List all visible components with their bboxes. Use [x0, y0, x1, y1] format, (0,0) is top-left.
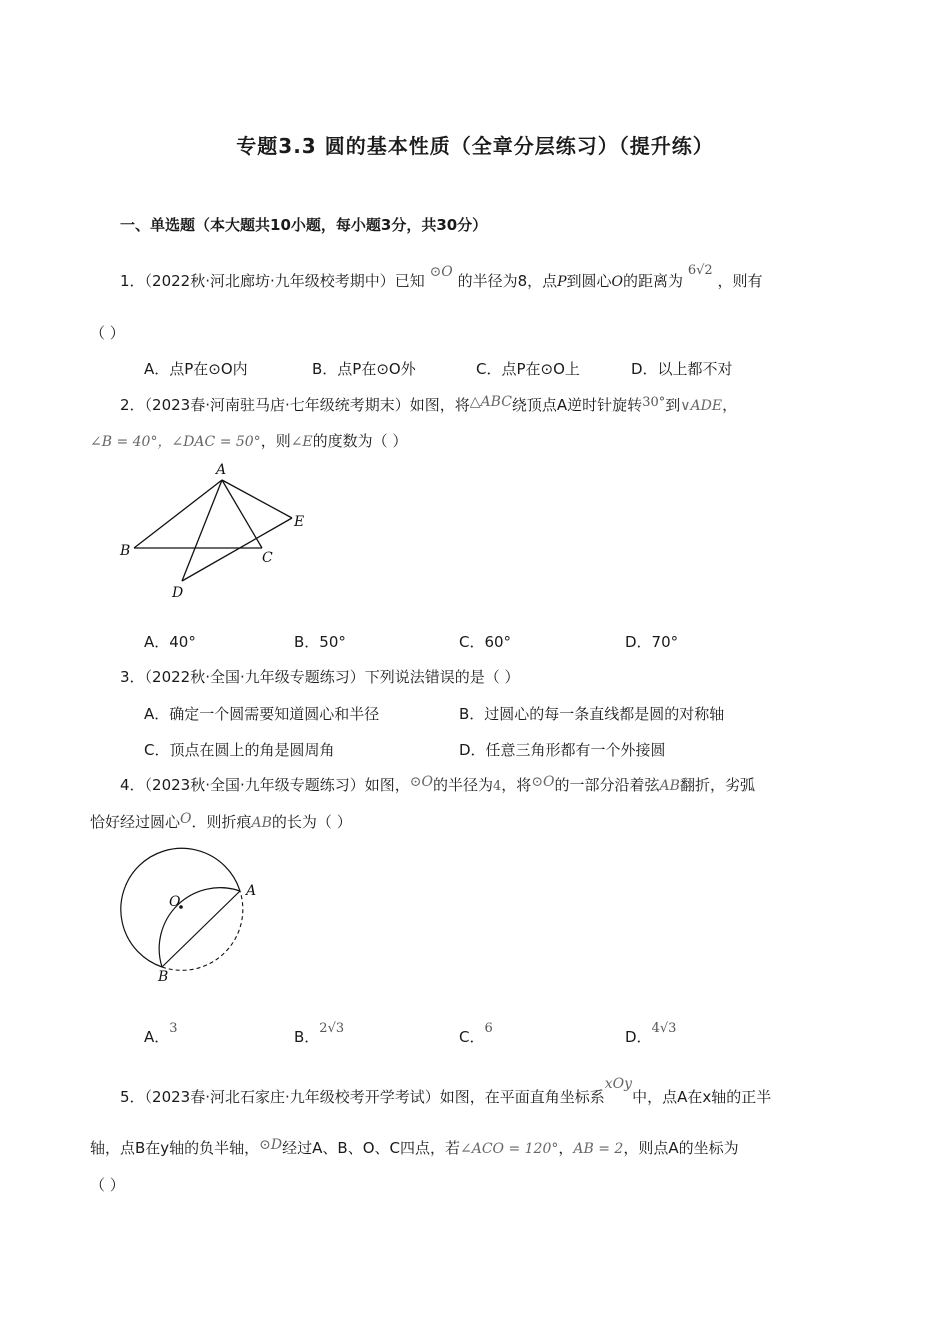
q4-radius: 4: [493, 779, 502, 794]
q2-source: （2023春·河南驻马店·七年级统考期末）: [144, 396, 410, 414]
q2-triangle-ade: ∨ADE: [680, 398, 723, 414]
q4-label-o: O: [169, 894, 181, 910]
q4-text: ．则折痕: [191, 813, 252, 831]
question-5: [120, 1076, 772, 1109]
q4-text: 的长为（ ）: [271, 813, 352, 831]
q4-option-d[interactable]: [625, 1021, 677, 1047]
q2-text: 如图，将: [409, 396, 470, 414]
q2-angle: 30°: [642, 395, 666, 410]
question-1: [120, 263, 763, 294]
q4-option-a-value: 3: [169, 1021, 178, 1036]
q3-option-b[interactable]: B．过圆心的每一条直线都是圆的对称轴: [459, 705, 725, 723]
q5-line2: [90, 1137, 739, 1160]
q5-source: （2023春·河北石家庄·九年级校考开学考试）: [144, 1088, 440, 1106]
q4-option-a-letter: A．: [144, 1028, 170, 1046]
q4-text: 的半径为: [433, 776, 494, 794]
q2-text: ，则: [260, 432, 291, 450]
q2-text: 到: [665, 396, 681, 414]
q4-text: ，将: [501, 776, 532, 794]
q1-option-b[interactable]: B．点P在⊙O外: [312, 360, 416, 378]
q2-label-b: B: [120, 543, 131, 559]
q2-option-b[interactable]: B．50°: [294, 633, 346, 651]
q4-option-c-letter: C．: [459, 1028, 485, 1046]
q5-number: 5．: [120, 1088, 145, 1106]
q5-ab-length: AB = 2: [573, 1141, 624, 1157]
q4-option-c-value: 6: [484, 1021, 493, 1036]
q1-answer-paren: （ ）: [90, 324, 125, 342]
q4-option-a[interactable]: [144, 1021, 178, 1047]
q5-circle-d: ⊙D: [259, 1137, 283, 1153]
q2-label-c: C: [262, 550, 273, 566]
q1-text: 的距离为: [623, 272, 684, 290]
q4-label-a: A: [246, 883, 257, 899]
q4-text: 翻折，劣弧: [679, 776, 755, 794]
q5-text: 轴，点B在y轴的负半轴，: [90, 1139, 260, 1157]
q2-text: 的度数为（ ）: [312, 432, 408, 450]
q4-option-c[interactable]: [459, 1021, 493, 1047]
q4-option-b-letter: B．: [294, 1028, 320, 1046]
q2-segment-de: [182, 518, 292, 581]
q3-option-a[interactable]: A．确定一个圆需要知道圆心和半径: [144, 705, 380, 723]
q2-label-d: D: [172, 585, 184, 601]
q1-point-p: P: [557, 274, 567, 290]
q4-option-b-value: 2√3: [319, 1021, 345, 1036]
q5-text: 如图，在平面直角坐标系: [439, 1088, 605, 1106]
q1-option-d[interactable]: D．以上都不对: [631, 360, 733, 378]
q4-line2: [90, 811, 352, 834]
q4-option-d-value: 4√3: [651, 1021, 677, 1036]
q1-circle-symbol: ⊙O: [429, 264, 453, 280]
q4-chord-ab: AB: [659, 778, 680, 794]
q4-text: 如图，: [364, 776, 410, 794]
q5-answer-paren: （ ）: [90, 1176, 125, 1194]
q4-center-o: O: [180, 811, 192, 827]
q1-text: 已知: [394, 272, 425, 290]
q1-point-o: O: [611, 274, 624, 290]
q1-option-c[interactable]: C．点P在⊙O上: [476, 360, 580, 378]
q5-coordinate-system: xOy: [604, 1076, 633, 1092]
page-title: 专题3.3 圆的基本性质（全章分层练习）（提升练）: [236, 134, 714, 158]
q1-number: 1．: [120, 272, 145, 290]
section-heading: 一、单选题（本大题共10小题，每小题3分，共30分）: [120, 216, 488, 234]
q4-circle-symbol-2: ⊙O: [531, 774, 555, 790]
q1-text: 到圆心: [566, 272, 612, 290]
q1-source: （2022秋·河北廊坊·九年级校考期中）: [144, 272, 395, 290]
q4-source: （2023秋·全国·九年级专题练习）: [144, 776, 365, 794]
q3-option-d[interactable]: D．任意三角形都有一个外接圆: [459, 741, 666, 759]
q2-angle-e: ∠E: [290, 434, 313, 450]
q5-text: ，: [558, 1139, 574, 1157]
q3-source: （2022秋·全国·九年级专题练习）: [144, 668, 365, 686]
q1-option-a[interactable]: A．点P在⊙O内: [144, 360, 248, 378]
q5-text: ，则点A的坐标为: [623, 1139, 739, 1157]
q2-option-a[interactable]: A．40°: [144, 633, 196, 651]
q1-text: ，则有: [717, 272, 763, 290]
question-2: 2．（2023春·河南驻马店·七年级统考期末）如图，将△ABC绕顶点A逆时针旋转30°到∨ADE，: [120, 394, 738, 414]
q3-text: 下列说法错误的是（ ）: [364, 668, 520, 686]
q3-option-c[interactable]: C．顶点在圆上的角是圆周角: [144, 741, 335, 759]
question-3: [120, 666, 520, 688]
question-4: [120, 774, 755, 798]
q1-text: 的半径为8，点: [457, 272, 558, 290]
q2-label-a: A: [216, 462, 227, 478]
q2-option-d[interactable]: D．70°: [625, 633, 679, 651]
q2-number: 2．: [120, 396, 145, 414]
q5-text: 经过A、B、O、C四点，若: [282, 1139, 460, 1157]
q5-text: 中，点A在x轴的正半: [632, 1088, 772, 1106]
q2-option-c[interactable]: C．60°: [459, 633, 512, 651]
q4-circle-symbol: ⊙O: [409, 774, 433, 790]
q4-figure: [110, 840, 270, 990]
q2-line2: [90, 430, 407, 453]
q4-option-d-letter: D．: [625, 1028, 652, 1046]
q4-option-b[interactable]: [294, 1021, 345, 1047]
q4-number: 4．: [120, 776, 145, 794]
q2-given-angles: ∠B = 40°，∠DAC = 50°: [90, 434, 261, 450]
q4-fold-ab: AB: [251, 815, 272, 831]
q2-figure: [110, 458, 330, 608]
q1-distance: 6√2: [687, 263, 713, 278]
q2-triangle: △ABC: [469, 394, 512, 410]
q2-label-e: E: [294, 514, 305, 530]
q2-text: 绕顶点A逆时针旋转: [511, 396, 643, 414]
q5-angle-aco: ∠ACO = 120°: [459, 1141, 559, 1157]
q3-number: 3．: [120, 668, 145, 686]
q4-text: 恰好经过圆心: [90, 813, 181, 831]
q4-text: 的一部分沿着弦: [554, 776, 660, 794]
q4-label-b: B: [158, 969, 169, 985]
